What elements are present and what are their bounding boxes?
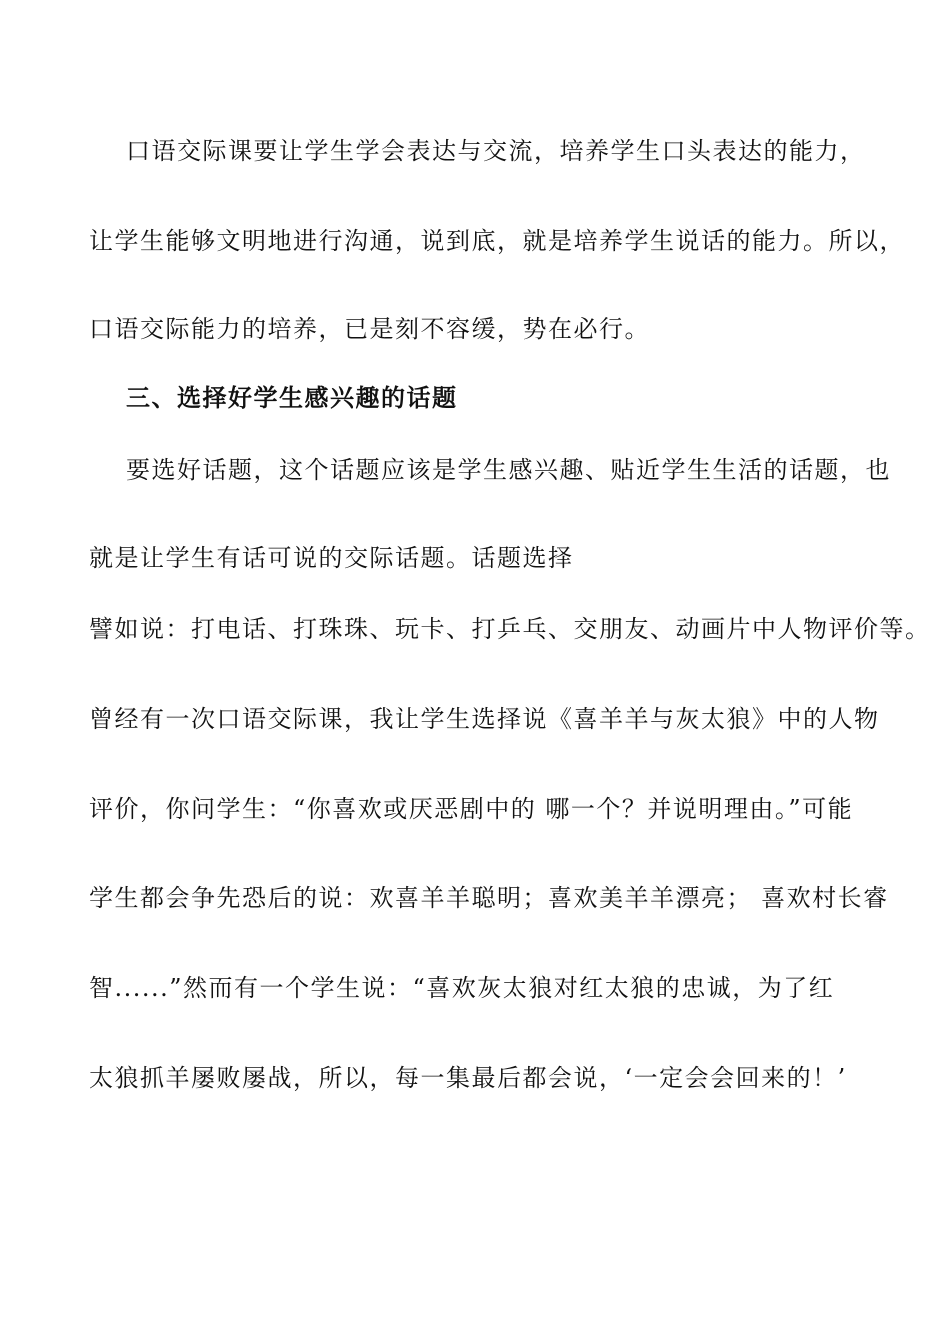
- paragraph-line: 曾经有一次口语交际课，我让学生选择说《喜羊羊与灰太狼》中的人物: [89, 705, 880, 733]
- paragraph-line: 太狼抓羊屡败屡战，所以，每一集最后都会说，‘一定会会回来的！’: [89, 1064, 847, 1092]
- paragraph-line: 评价，你问学生：“你喜欢或厌恶剧中的 哪一个？并说明理由。”可能: [89, 795, 854, 823]
- paragraph-line: 口语交际能力的培养，已是刻不容缓，势在必行。: [89, 315, 650, 343]
- paragraph-line: 学生都会争先恐后的说：欢喜羊羊聪明；喜欢美羊羊漂亮； 喜欢村长睿: [89, 884, 889, 912]
- paragraph-line: 让学生能够文明地进行沟通，说到底，就是培养学生说话的能力。所以，: [89, 227, 905, 255]
- paragraph-line: 智......”然而有一个学生说：“喜欢灰太狼对红太狼的忠诚，为了红: [89, 974, 835, 1002]
- paragraph-line: 要选好话题，这个话题应该是学生感兴趣、贴近学生生活的话题，也: [126, 456, 891, 484]
- section-heading: 三、选择好学生感兴趣的话题: [126, 383, 458, 412]
- paragraph-line: 口语交际课要让学生学会表达与交流，培养学生口头表达的能力，: [126, 137, 866, 165]
- paragraph-line: 譬如说：打电话、打珠珠、玩卡、打乒乓、交朋友、动画片中人物评价等。: [89, 615, 931, 643]
- paragraph-line: 就是让学生有话可说的交际话题。话题选择: [89, 544, 574, 572]
